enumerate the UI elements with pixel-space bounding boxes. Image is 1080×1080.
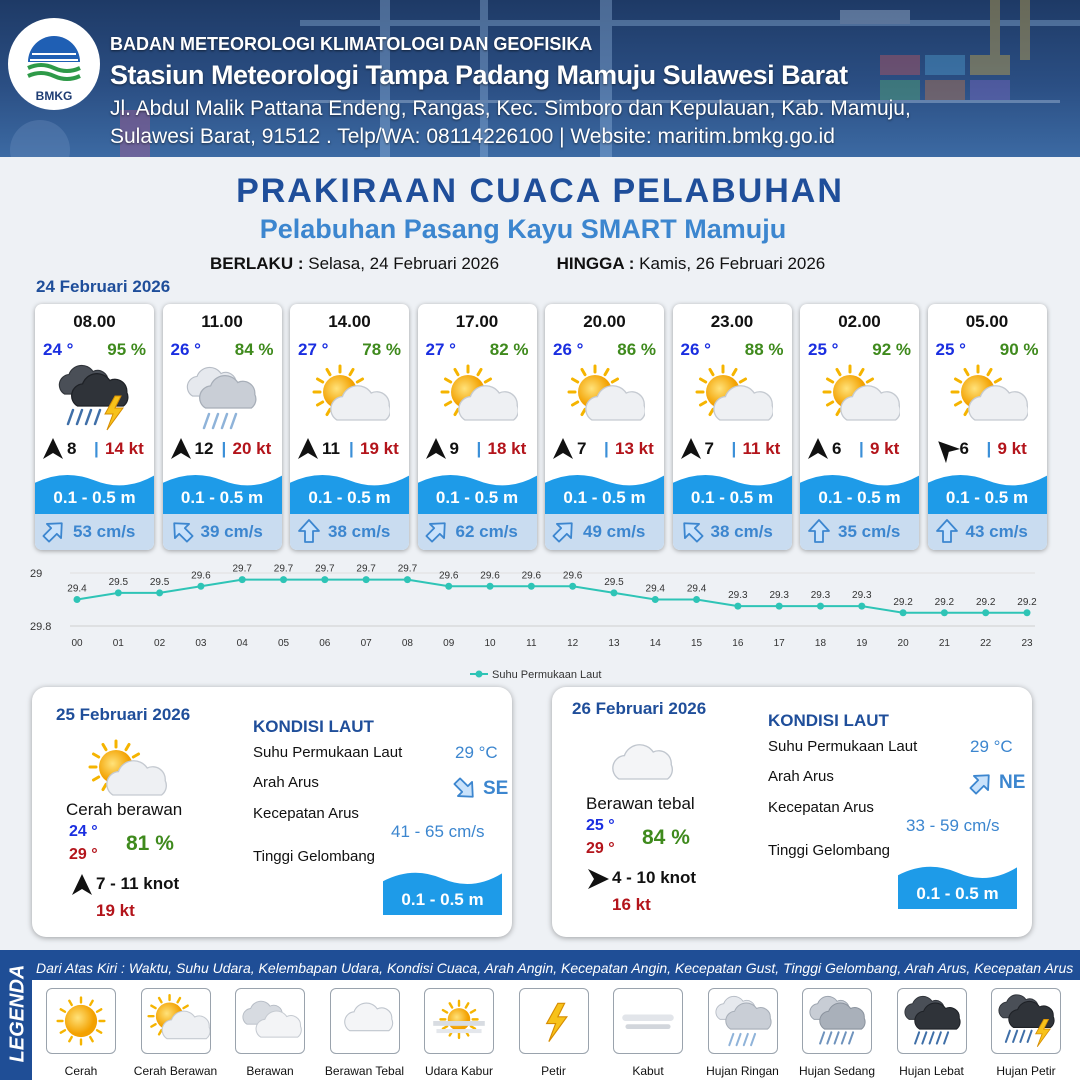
sst-label: Suhu Permukaan Laut bbox=[768, 738, 918, 755]
card-wind-speed: 6 bbox=[959, 439, 969, 458]
data-label: 29.5 bbox=[604, 576, 624, 588]
data-label: 29.4 bbox=[67, 583, 87, 595]
validity-period bbox=[210, 254, 825, 274]
panel-temp-min: 24 ° bbox=[69, 823, 98, 840]
data-point bbox=[1024, 609, 1031, 616]
cerah-berawan-icon bbox=[689, 362, 773, 434]
current-direction-label: Arah Arus bbox=[768, 768, 834, 785]
berawan-tebal-icon bbox=[330, 988, 400, 1054]
forecast-card bbox=[290, 304, 409, 550]
page-title: PRAKIRAAN CUACA PELABUHAN bbox=[236, 172, 844, 210]
wind-direction-icon bbox=[586, 867, 608, 889]
valid-from-value: Selasa, 24 Februari 2026 bbox=[308, 254, 500, 273]
card-gust: 18 kt bbox=[487, 439, 527, 458]
data-label: 29.7 bbox=[356, 563, 376, 575]
card-separator: | bbox=[94, 439, 99, 458]
berawan-tebal-icon bbox=[592, 731, 684, 803]
bmkg-logo bbox=[8, 18, 100, 110]
card-separator: | bbox=[731, 439, 737, 458]
data-point bbox=[487, 583, 494, 590]
wave-height-label: Tinggi Gelombang bbox=[253, 848, 376, 865]
card-humidity: 78 % bbox=[362, 340, 401, 359]
page-subtitle: Pelabuhan Pasang Kayu SMART Mamuju bbox=[259, 214, 787, 244]
x-tick-label: 03 bbox=[195, 638, 207, 649]
panel-wind: 7 - 11 knot bbox=[96, 874, 180, 893]
legend-swatch-dot bbox=[476, 671, 483, 678]
data-point bbox=[115, 589, 122, 596]
panel-temp-min: 25 ° bbox=[586, 817, 615, 834]
data-label: 29.7 bbox=[273, 563, 294, 575]
forecast-card bbox=[35, 304, 154, 550]
forecast-card bbox=[673, 304, 792, 550]
cerah-berawan-icon bbox=[434, 362, 518, 434]
card-current-speed: 38 cm/s bbox=[328, 522, 391, 541]
data-label: 29.4 bbox=[645, 583, 665, 595]
legend-item-label: Hujan Petir bbox=[996, 1064, 1056, 1078]
card-time: 14.00 bbox=[328, 312, 371, 331]
card-temp: 26 ° bbox=[680, 340, 711, 359]
card-current-speed: 38 cm/s bbox=[710, 522, 773, 541]
wind-direction-icon bbox=[41, 437, 65, 461]
logo-text: BMKG bbox=[35, 89, 73, 103]
data-label: 29.6 bbox=[521, 570, 542, 582]
card-wave-height: 0.1 - 0.5 m bbox=[563, 488, 646, 507]
panel-gust: 16 kt bbox=[612, 895, 651, 914]
card-time: 20.00 bbox=[583, 312, 626, 331]
data-point bbox=[528, 583, 535, 590]
current-direction-icon bbox=[968, 770, 994, 796]
card-temp: 26 ° bbox=[553, 340, 584, 359]
card-separator: | bbox=[604, 439, 609, 458]
udara-kabur-icon bbox=[424, 988, 494, 1054]
forecast-card bbox=[418, 304, 537, 550]
data-point bbox=[817, 603, 824, 610]
data-label: 29.6 bbox=[439, 570, 459, 582]
header-banner bbox=[0, 0, 1080, 157]
card-wave-height: 0.1 - 0.5 m bbox=[435, 488, 519, 507]
forecast-card bbox=[800, 304, 919, 550]
x-tick-label: 16 bbox=[732, 638, 744, 649]
data-point bbox=[239, 576, 246, 583]
x-tick-label: 22 bbox=[980, 638, 992, 649]
legend-description: Dari Atas Kiri : Waktu, Suhu Udara, Kelembapan Udara, Kondisi Cuaca, Arah Angin, Kecepatan Angin, Kecepatan Gust, Tinggi Gelombang, Arah Arus, Kecepatan Arus bbox=[36, 960, 1074, 976]
x-tick-label: 04 bbox=[236, 638, 248, 649]
hujan-sedang-icon bbox=[802, 988, 872, 1054]
sst-value: 29 °C bbox=[970, 737, 1013, 756]
card-temp: 24 ° bbox=[43, 340, 74, 359]
legend-item-label: Udara Kabur bbox=[424, 1064, 494, 1078]
address-line2: Sulawesi Barat, 91512 . Telp/WA: 08114226100 | Website: maritim.bmkg.go.id bbox=[110, 125, 835, 148]
data-point bbox=[74, 596, 81, 603]
card-wave-height: 0.1 - 0.5 m bbox=[945, 488, 1029, 507]
y-tick-label: 29.8 bbox=[30, 621, 52, 633]
data-point bbox=[941, 609, 948, 616]
y-tick-label: 29 bbox=[30, 568, 43, 580]
x-tick-label: 00 bbox=[71, 638, 83, 649]
wind-direction-icon bbox=[169, 437, 193, 461]
current-direction-icon bbox=[424, 518, 450, 544]
data-label: 29.2 bbox=[975, 596, 996, 608]
cerah-berawan-icon bbox=[141, 988, 211, 1054]
legend-item-label: Hujan Ringan bbox=[706, 1064, 779, 1078]
panel-wind: 4 - 10 knot bbox=[612, 868, 697, 887]
x-tick-label: 08 bbox=[401, 638, 413, 649]
data-point bbox=[652, 596, 659, 603]
current-speed-label: Kecepatan Arus bbox=[768, 799, 874, 816]
x-tick-label: 15 bbox=[691, 638, 703, 649]
data-point bbox=[900, 609, 907, 616]
card-separator: | bbox=[221, 439, 227, 458]
x-tick-label: 09 bbox=[443, 638, 455, 649]
legend-item-label: Hujan Sedang bbox=[798, 1064, 876, 1078]
panel-humidity: 81 % bbox=[126, 832, 174, 855]
current-direction-icon bbox=[806, 518, 832, 544]
card-separator: | bbox=[349, 439, 354, 458]
wind-direction-icon bbox=[296, 437, 320, 461]
sst-label: Suhu Permukaan Laut bbox=[253, 744, 403, 761]
card-separator: | bbox=[986, 439, 992, 458]
data-point bbox=[693, 596, 700, 603]
data-point bbox=[982, 609, 989, 616]
data-label: 29.2 bbox=[893, 596, 913, 608]
card-wind-speed: 11 bbox=[322, 439, 340, 458]
panel-wave-height: 0.1 - 0.5 m bbox=[401, 890, 484, 909]
hujan-lebat-icon bbox=[897, 988, 967, 1054]
card-wave-height: 0.1 - 0.5 m bbox=[690, 488, 774, 507]
card-wind-speed: 9 bbox=[449, 439, 459, 458]
cerah-icon bbox=[46, 988, 116, 1054]
x-tick-label: 10 bbox=[484, 638, 496, 649]
x-tick-label: 12 bbox=[567, 638, 579, 649]
berawan-icon bbox=[235, 988, 305, 1054]
data-label: 29.5 bbox=[108, 576, 129, 588]
kondisi-laut-title: KONDISI LAUT bbox=[253, 717, 374, 736]
data-point bbox=[404, 576, 411, 583]
data-label: 29.7 bbox=[232, 563, 252, 575]
card-wind-speed: 12 bbox=[194, 439, 214, 458]
card-temp: 27 ° bbox=[425, 340, 456, 359]
card-time: 23.00 bbox=[710, 312, 754, 331]
card-current-speed: 39 cm/s bbox=[200, 522, 263, 541]
data-point bbox=[156, 589, 163, 596]
data-point bbox=[280, 576, 287, 583]
card-gust: 19 kt bbox=[360, 439, 399, 458]
card-gust: 9 kt bbox=[997, 439, 1027, 458]
data-point bbox=[321, 576, 328, 583]
wind-direction-icon bbox=[424, 437, 448, 461]
data-point bbox=[363, 576, 370, 583]
data-label: 29.5 bbox=[149, 576, 170, 588]
hujan-ringan-icon bbox=[708, 988, 778, 1054]
cerah-berawan-icon bbox=[78, 737, 170, 809]
x-tick-label: 07 bbox=[360, 638, 372, 649]
current-direction-icon bbox=[41, 518, 67, 544]
card-time: 08.00 bbox=[73, 312, 116, 331]
card-current-speed: 49 cm/s bbox=[583, 522, 646, 541]
legend-item-label: Berawan bbox=[246, 1064, 294, 1078]
x-tick-label: 05 bbox=[277, 638, 290, 649]
day-panel-26 bbox=[552, 687, 1032, 937]
card-wind-speed: 8 bbox=[67, 439, 77, 458]
card-humidity: 90 % bbox=[999, 340, 1039, 359]
card-current-speed: 43 cm/s bbox=[965, 522, 1028, 541]
card-gust: 13 kt bbox=[615, 439, 654, 458]
x-tick-label: 21 bbox=[938, 638, 950, 649]
card-current-speed: 35 cm/s bbox=[838, 522, 901, 541]
card-humidity: 82 % bbox=[489, 340, 529, 359]
current-direction-icon bbox=[679, 518, 705, 544]
hujan-petir-icon bbox=[991, 988, 1061, 1054]
legend-item-label: Cerah bbox=[64, 1064, 98, 1078]
hujan-petir-icon bbox=[51, 362, 135, 434]
forecast-card bbox=[928, 304, 1047, 550]
card-time: 11.00 bbox=[201, 312, 243, 331]
wind-direction-icon bbox=[934, 437, 958, 461]
current-direction-icon bbox=[551, 518, 577, 544]
hujan-ringan-icon bbox=[179, 362, 263, 434]
card-humidity: 95 % bbox=[107, 340, 146, 359]
card-gust: 11 kt bbox=[742, 439, 781, 458]
kabut-icon bbox=[613, 988, 683, 1054]
valid-to-label: HINGGA : bbox=[556, 254, 635, 273]
card-temp: 27 ° bbox=[298, 340, 329, 359]
card-separator: | bbox=[859, 439, 864, 458]
x-tick-label: 14 bbox=[649, 638, 661, 649]
x-tick-label: 23 bbox=[1021, 638, 1033, 649]
panel-temp-max: 29 ° bbox=[586, 840, 615, 857]
panel-condition: Cerah berawan bbox=[66, 800, 183, 819]
current-direction-icon bbox=[934, 518, 960, 544]
valid-to-value: Kamis, 26 Februari 2026 bbox=[639, 254, 826, 273]
data-label: 29.7 bbox=[315, 563, 335, 575]
current-speed-value: 33 - 59 cm/s bbox=[906, 816, 1000, 835]
cerah-berawan-icon bbox=[816, 362, 900, 434]
cerah-berawan-icon bbox=[561, 362, 645, 434]
legend-item-label: Hujan Lebat bbox=[899, 1064, 964, 1078]
data-label: 29.2 bbox=[1017, 596, 1037, 608]
org-name: BADAN METEOROLOGI KLIMATOLOGI DAN GEOFISIKA bbox=[110, 34, 593, 54]
card-wind-speed: 6 bbox=[832, 439, 842, 458]
current-direction-icon bbox=[169, 518, 195, 544]
x-tick-label: 20 bbox=[897, 638, 909, 649]
data-label: 29.6 bbox=[562, 570, 583, 582]
current-speed-label: Kecepatan Arus bbox=[253, 805, 359, 822]
x-tick-label: 06 bbox=[319, 638, 331, 649]
sst-series-line bbox=[77, 580, 1027, 613]
panel-humidity: 84 % bbox=[642, 826, 690, 849]
panel-date: 25 Februari 2026 bbox=[56, 705, 191, 724]
card-wave-height: 0.1 - 0.5 m bbox=[308, 488, 391, 507]
cerah-berawan-icon bbox=[306, 362, 390, 434]
panel-gust: 19 kt bbox=[96, 901, 135, 920]
data-label: 29.6 bbox=[191, 570, 211, 582]
current-direction-icon bbox=[452, 776, 478, 802]
current-direction-value: SE bbox=[483, 778, 509, 799]
card-wave-height: 0.1 - 0.5 m bbox=[818, 488, 901, 507]
sst-chart bbox=[30, 560, 1050, 685]
card-wind-speed: 7 bbox=[704, 439, 714, 458]
legend-item-label: Kabut bbox=[632, 1064, 664, 1078]
chart-legend-label: Suhu Permukaan Laut bbox=[492, 669, 602, 681]
card-gust: 9 kt bbox=[870, 439, 900, 458]
card-humidity: 88 % bbox=[744, 340, 784, 359]
x-tick-label: 17 bbox=[773, 638, 785, 649]
data-label: 29.6 bbox=[480, 570, 500, 582]
data-label: 29.3 bbox=[769, 590, 789, 602]
card-humidity: 92 % bbox=[872, 340, 911, 359]
wind-direction-icon bbox=[679, 437, 703, 461]
panel-condition: Berawan tebal bbox=[586, 794, 695, 813]
petir-icon bbox=[519, 988, 589, 1054]
legend-item-label: Petir bbox=[541, 1064, 566, 1078]
card-time: 05.00 bbox=[965, 312, 1009, 331]
day-panel-25 bbox=[32, 687, 512, 937]
forecast-card bbox=[545, 304, 664, 550]
card-wave-height: 0.1 - 0.5 m bbox=[53, 488, 136, 507]
current-direction-value: NE bbox=[999, 772, 1026, 793]
data-label: 29.3 bbox=[852, 590, 872, 602]
card-temp: 25 ° bbox=[935, 340, 966, 359]
data-point bbox=[569, 583, 576, 590]
data-label: 29.4 bbox=[686, 583, 707, 595]
data-point bbox=[734, 603, 741, 610]
card-gust: 20 kt bbox=[232, 439, 272, 458]
card-temp: 25 ° bbox=[808, 340, 839, 359]
card-humidity: 86 % bbox=[617, 340, 656, 359]
address-line1: Jl. Abdul Malik Pattana Endeng, Rangas, Kec. Simboro dan Kepulauan, Kab. Mamuju, bbox=[110, 97, 911, 120]
card-time: 17.00 bbox=[455, 312, 499, 331]
card-separator: | bbox=[476, 439, 482, 458]
data-label: 29.7 bbox=[397, 563, 418, 575]
legend-label: LEGENDA bbox=[6, 964, 29, 1063]
data-label: 29.3 bbox=[810, 590, 831, 602]
data-point bbox=[776, 603, 783, 610]
card-current-speed: 53 cm/s bbox=[73, 522, 136, 541]
x-tick-label: 02 bbox=[154, 638, 166, 649]
wind-direction-icon bbox=[551, 437, 575, 461]
x-tick-label: 13 bbox=[608, 638, 620, 649]
data-point bbox=[610, 589, 617, 596]
card-current-speed: 62 cm/s bbox=[455, 522, 518, 541]
current-direction-icon bbox=[296, 518, 322, 544]
legend-item-label: Berawan Tebal bbox=[324, 1064, 405, 1078]
current-speed-value: 41 - 65 cm/s bbox=[391, 822, 485, 841]
legend-item-label: Cerah Berawan bbox=[133, 1064, 218, 1078]
x-tick-label: 11 bbox=[526, 638, 537, 649]
data-point bbox=[445, 583, 452, 590]
forecast-card bbox=[163, 304, 282, 550]
x-tick-label: 19 bbox=[856, 638, 868, 649]
x-tick-label: 18 bbox=[814, 638, 827, 649]
station-name: Stasiun Meteorologi Tampa Padang Mamuju Sulawesi Barat bbox=[110, 60, 848, 90]
data-label: 29.3 bbox=[728, 590, 748, 602]
data-point bbox=[858, 603, 865, 610]
card-temp: 26 ° bbox=[170, 340, 201, 359]
panel-date: 26 Februari 2026 bbox=[572, 699, 707, 718]
valid-from-label: BERLAKU : bbox=[210, 254, 304, 273]
data-point bbox=[197, 583, 204, 590]
kondisi-laut-title: KONDISI LAUT bbox=[768, 711, 889, 730]
card-wave-height: 0.1 - 0.5 m bbox=[180, 488, 264, 507]
x-tick-label: 01 bbox=[112, 638, 124, 649]
wave-height-label: Tinggi Gelombang bbox=[768, 842, 891, 859]
card-wind-speed: 7 bbox=[577, 439, 587, 458]
card-humidity: 84 % bbox=[234, 340, 274, 359]
sst-value: 29 °C bbox=[455, 743, 498, 762]
card-gust: 14 kt bbox=[105, 439, 144, 458]
wind-direction-icon bbox=[806, 437, 830, 461]
cerah-berawan-icon bbox=[944, 362, 1028, 434]
panel-temp-max: 29 ° bbox=[69, 846, 98, 863]
panel-wave-height: 0.1 - 0.5 m bbox=[916, 884, 999, 903]
data-label: 29.2 bbox=[934, 596, 955, 608]
day1-date: 24 Februari 2026 bbox=[36, 277, 171, 296]
current-direction-label: Arah Arus bbox=[253, 774, 319, 791]
card-time: 02.00 bbox=[838, 312, 881, 331]
wind-direction-icon bbox=[70, 873, 92, 895]
